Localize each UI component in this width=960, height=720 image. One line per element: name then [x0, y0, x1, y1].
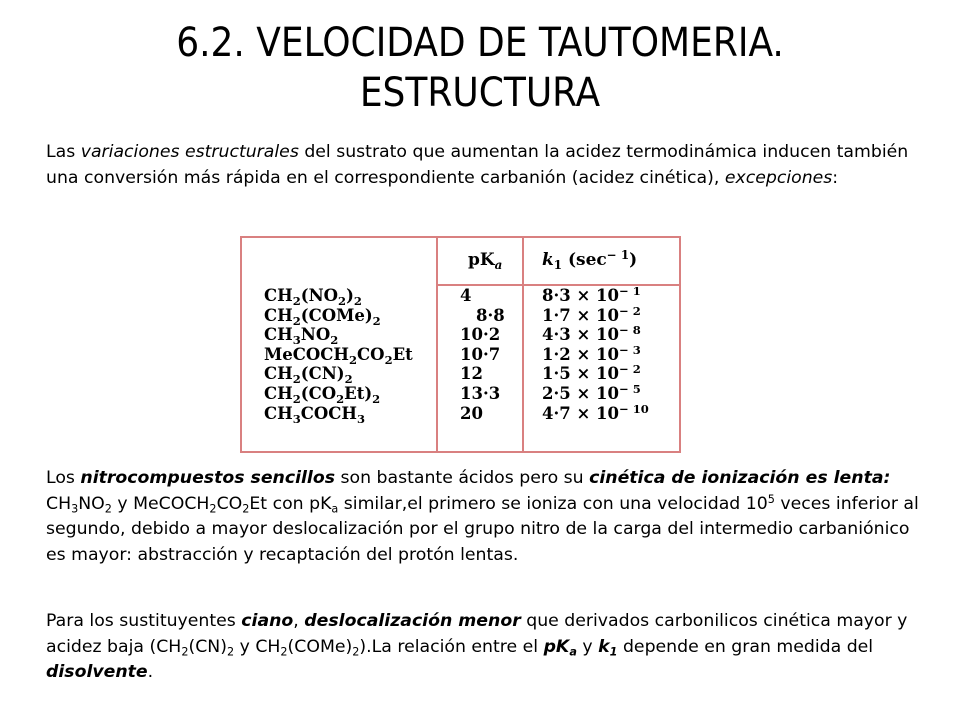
header-k1: $k_1$ $(\sec^{- 1})$: [542, 248, 638, 273]
header-pka: $pK_a$: [468, 250, 503, 273]
title-line-1: 6.2. VELOCIDAD DE TAUTOMERIA.: [176, 20, 784, 66]
k1-value: $1\cdot 7 \times 10^{- 2}$: [542, 303, 641, 325]
pka-value: 4: [460, 286, 472, 305]
k1-value: $1\cdot 2 \times 10^{- 3}$: [542, 343, 641, 364]
title-line-2: ESTRUCTURA: [359, 70, 601, 116]
intro-paragraph: Las variaciones estructurales del sustrato que aumentan la acidez termodinámica inducen también una conversión más rápida en el correspondiente carbanión (acidez cinética), excepciones:: [46, 142, 909, 188]
pka-value: 20: [460, 403, 483, 423]
k1-value: $4\cdot 3 \times 10^{- 8}$: [542, 323, 641, 345]
compound-formula: $CH_2(CN)_2$: [264, 364, 353, 387]
pka-value: 12: [460, 364, 483, 384]
pka-value: 10·7: [460, 344, 501, 364]
nitro-paragraph: Los nitrocompuestos sencillos son bastante ácidos pero su cinética de ionización es lenta: $CH_3NO_2$ y $MeCOCH_2CO_2Et$ con $pK_a$ similar,el primero se ioniza con una velocidad $10^5$ veces inferior al segundo, debido a mayor deslocalización por el grupo nitro de la carga del intermedio carbaniónico es mayor: abstracción y recaptación del protón lentas.: [46, 468, 919, 565]
ciano-paragraph: Para los sustituyentes ciano, deslocalización menor que derivados carbonilicos cinética mayor y acidez baja ($CH_2(CN)_2$ y $CH_2(COMe)_2).La$ relación entre el $pK_a$ y $k_1$ depende en gran medida del disolvente.: [46, 611, 908, 682]
table-divider-1: [436, 238, 438, 451]
pka-rate-table: [240, 236, 681, 453]
compound-formula: $CH_2(COMe)_2$: [264, 305, 381, 328]
compound-formula: $CH_3NO_2$: [264, 325, 339, 348]
pka-column: [460, 284, 505, 423]
k1-value: $2\cdot 5 \times 10^{- 5}$: [542, 382, 641, 403]
pka-value: 8·8: [476, 305, 505, 325]
table-divider-2: [522, 238, 524, 451]
k1-value: $1\cdot 5 \times 10^{- 2}$: [542, 362, 641, 384]
k1-column: [542, 284, 649, 423]
compound-formula: $CH_2(NO_2)_2$: [264, 286, 362, 309]
pka-value: 13·3: [460, 383, 501, 403]
k1-value: $4\cdot 7 \times 10^{- 10}$: [542, 401, 649, 423]
compound-formula: $CH_3COCH_3$: [264, 403, 366, 426]
slide-title: [0, 18, 960, 118]
k1-value: $8\cdot 3 \times 10^{- 1}$: [542, 284, 641, 305]
compound-formula: $CH_2(CO_2Et)_2$: [264, 383, 381, 406]
compound-column: [264, 284, 413, 426]
pka-value: 10·2: [460, 325, 501, 345]
compound-formula: $MeCOCH_2CO_2Et$: [264, 344, 413, 367]
